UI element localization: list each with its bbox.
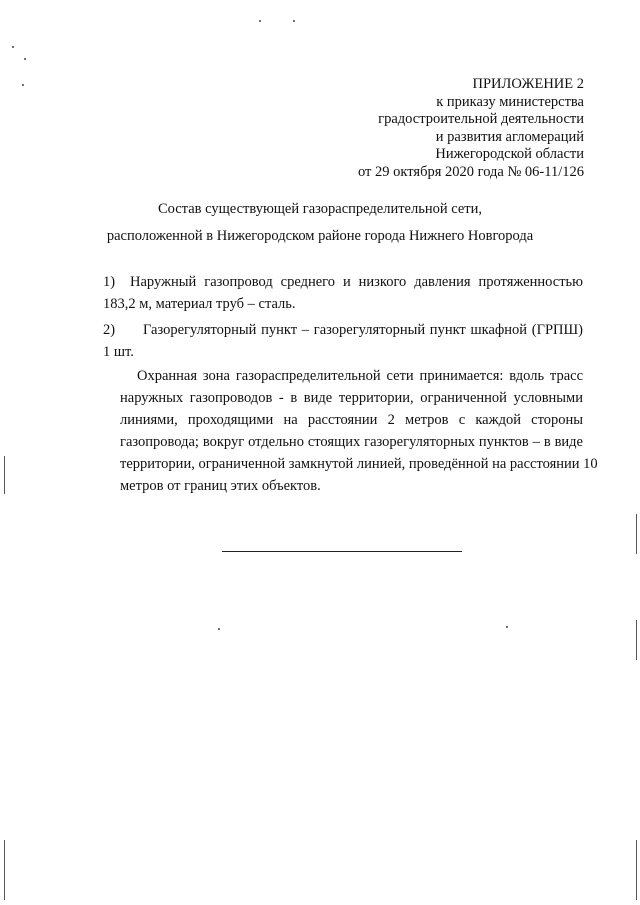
scan-edge-mark bbox=[636, 514, 637, 554]
appendix-region: Нижегородской области bbox=[435, 146, 584, 162]
appendix-ministry-line-2: и развития агломераций bbox=[435, 128, 584, 145]
scan-speck bbox=[12, 46, 14, 48]
paragraph-line: территории, ограниченной замкнутой линией, проведённой на расстоянии 10 bbox=[120, 456, 598, 472]
list-item-text: Газорегуляторный пункт – газорегуляторный пункт шкафной (ГРПШ) bbox=[143, 322, 583, 338]
scan-speck bbox=[218, 628, 220, 630]
list-item-text-continued: 183,2 м, материал труб – сталь. bbox=[103, 296, 296, 312]
document-title-line-1: Состав существующей газораспределительной сети, bbox=[157, 201, 483, 217]
list-item-line bbox=[103, 319, 583, 341]
scan-speck bbox=[506, 626, 508, 628]
paragraph-line: метров от границ этих объектов. bbox=[120, 478, 321, 494]
scan-edge-mark bbox=[4, 456, 5, 494]
appendix-ministry-line: градостроительной деятельности bbox=[378, 111, 584, 127]
paragraph-line: линиями, проходящими на расстоянии 2 метров с каждой стороны bbox=[120, 412, 583, 428]
list-item-number: 1) bbox=[103, 274, 116, 290]
appendix-date-number: от 29 октября 2020 года № 06-11/126 bbox=[358, 163, 584, 180]
scan-speck bbox=[293, 20, 295, 22]
protection-zone-paragraph bbox=[103, 365, 598, 497]
list-item-number: 2) bbox=[103, 322, 116, 338]
list-item bbox=[103, 319, 583, 363]
list-item-line bbox=[103, 271, 583, 293]
paragraph-line: наружных газопроводов - в виде территории, ограниченной условными bbox=[120, 390, 583, 406]
appendix-header bbox=[284, 76, 584, 181]
appendix-order-ref: к приказу министерства bbox=[436, 93, 584, 110]
list-item-text: Наружный газопровод среднего и низкого давления протяженностью bbox=[130, 274, 583, 290]
document-title-line-2: расположенной в Нижегородском районе города Нижнего Новгорода bbox=[106, 228, 534, 244]
scan-speck bbox=[22, 84, 24, 86]
closing-rule bbox=[222, 551, 462, 552]
list-item bbox=[103, 271, 583, 315]
appendix-title: ПРИЛОЖЕНИЕ 2 bbox=[472, 76, 584, 92]
paragraph-line: газопровода; вокруг отдельно стоящих газорегуляторных пунктов – в виде bbox=[120, 434, 583, 450]
scan-edge-mark bbox=[636, 840, 637, 900]
list-item-text-continued: 1 шт. bbox=[103, 344, 134, 360]
scan-speck bbox=[259, 20, 261, 22]
scan-speck bbox=[24, 58, 26, 60]
scan-edge-mark bbox=[4, 840, 5, 900]
scan-edge-mark bbox=[636, 620, 637, 660]
paragraph-line: Охранная зона газораспределительной сети принимается: вдоль трасс bbox=[137, 368, 583, 384]
